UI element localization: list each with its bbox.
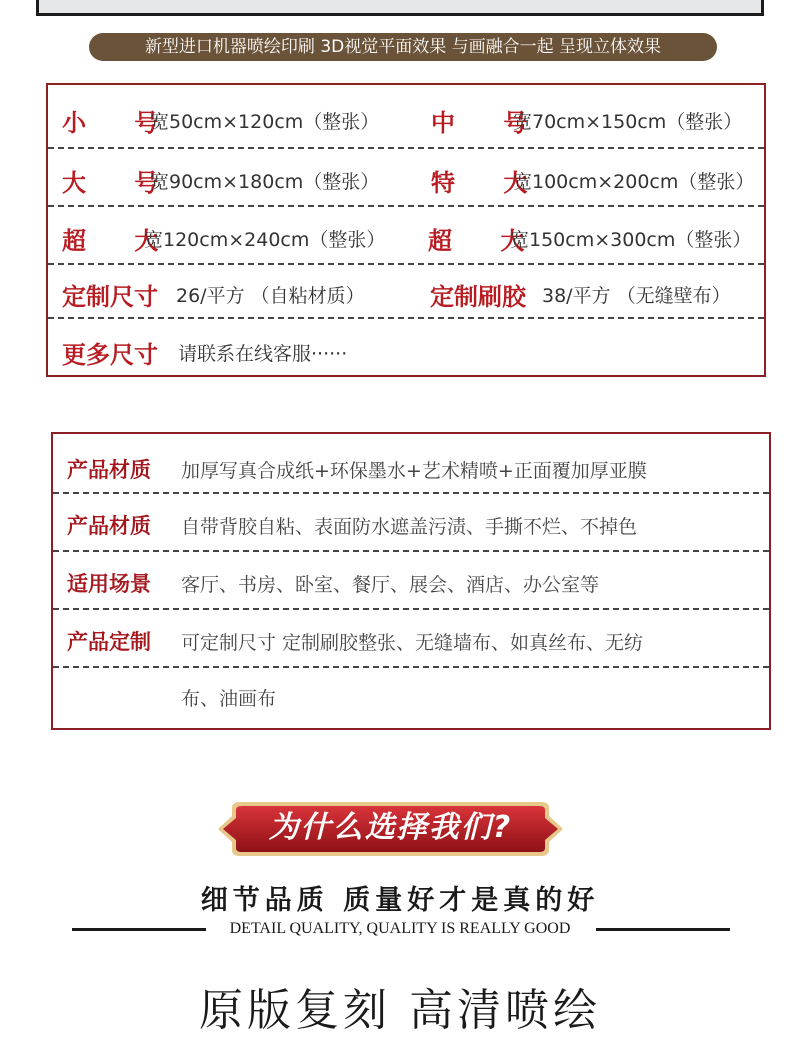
- next-section-heading: 原版复刻 高清喷绘: [199, 985, 601, 1036]
- info-label: 产品材质: [67, 514, 151, 538]
- feature-banner: 新型进口机器喷绘印刷 3D视觉平面效果 与画融合一起 呈现立体效果: [89, 33, 717, 61]
- product-info-table: [51, 432, 771, 730]
- why-choose-us-ribbon: [218, 800, 563, 858]
- info-label: 适用场景: [67, 572, 151, 596]
- info-value: 可定制尺寸 定制刷胶整张、无缝墙布、如真丝布、无纺: [181, 632, 644, 654]
- size-row: [48, 207, 764, 265]
- size-value: 26/平方 （自粘材质）: [176, 285, 365, 307]
- size-label: 更多尺寸: [62, 341, 158, 369]
- section-heading: 细节品质 质量好才是真的好: [200, 885, 600, 916]
- info-row: [53, 552, 769, 610]
- size-label: 超 大: [428, 227, 545, 255]
- size-label: 特 大: [431, 169, 548, 197]
- size-label: 小 号: [62, 109, 179, 137]
- size-value: 宽150cm×300cm（整张）: [510, 229, 752, 251]
- info-row: [53, 434, 769, 494]
- size-value: 宽70cm×150cm（整张）: [513, 111, 743, 133]
- info-label: 产品定制: [67, 630, 151, 654]
- section-subheading: DETAIL QUALITY, QUALITY IS REALLY GOOD: [229, 920, 571, 937]
- info-value: 自带背胶自粘、表面防水遮盖污渍、手撕不烂、不掉色: [181, 516, 638, 538]
- size-value: 宽100cm×200cm（整张）: [513, 171, 755, 193]
- info-row: [53, 668, 769, 728]
- ribbon-text: 为什么选择我们?: [268, 810, 513, 845]
- size-value: 请联系在线客服······: [178, 343, 348, 365]
- info-value: 布、油画布: [181, 688, 277, 710]
- picture-frame-bottom-edge: [36, 0, 764, 16]
- size-row: [48, 319, 764, 375]
- size-value: 38/平方 （无缝壁布）: [542, 285, 731, 307]
- size-table: [46, 83, 766, 377]
- size-row: [48, 265, 764, 319]
- size-row: [48, 149, 764, 207]
- size-value: 宽120cm×240cm（整张）: [144, 229, 386, 251]
- info-value: 加厚写真合成纸+环保墨水+艺术精喷+正面覆加厚亚膜: [181, 460, 647, 482]
- divider-right: [596, 928, 730, 931]
- size-value: 宽50cm×120cm（整张）: [150, 111, 380, 133]
- size-label: 中 号: [431, 109, 548, 137]
- size-label: 超 大: [62, 227, 179, 255]
- size-label: 大 号: [62, 169, 179, 197]
- info-value: 客厅、书房、卧室、餐厅、展会、酒店、办公室等: [181, 574, 600, 596]
- size-value: 宽90cm×180cm（整张）: [150, 171, 380, 193]
- size-label: 定制尺寸: [62, 283, 158, 311]
- info-row: [53, 494, 769, 552]
- info-label: 产品材质: [67, 458, 151, 482]
- info-row: [53, 610, 769, 668]
- size-label: 定制刷胶: [430, 283, 526, 311]
- size-row: [48, 85, 764, 149]
